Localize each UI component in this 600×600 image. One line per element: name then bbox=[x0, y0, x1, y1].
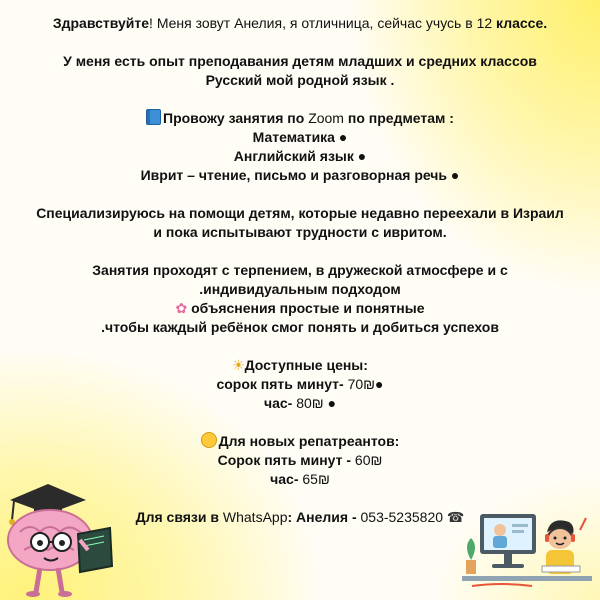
specialization-line-2: и пока испытывают трудности с ивритом. bbox=[153, 224, 447, 240]
subjects-heading: Провожу занятия по Zoom по предметам : bbox=[0, 109, 600, 128]
price-hour: час- 80₪ ● bbox=[263, 395, 337, 411]
subject-english: Английский язык ● bbox=[233, 148, 367, 164]
approach-line-4: .чтобы каждый ребёнок смог понять и добиться успехов bbox=[101, 319, 499, 335]
hugging-face-icon bbox=[201, 432, 217, 448]
telephone-icon: ☎ bbox=[446, 509, 465, 525]
online-learning-illustration bbox=[462, 500, 592, 595]
repatriates-heading: Для новых репатреантов: bbox=[0, 432, 600, 451]
greeting-line: Здравствуйте! Меня зовут Анелия, я отличница, сейчас учусь в 12 классе. bbox=[52, 15, 548, 31]
approach-line-1: Занятия проходят с терпением, в дружеской атмосфере и с bbox=[92, 262, 508, 278]
cherry-blossom-icon: ✿ bbox=[175, 300, 188, 316]
subject-hebrew: Иврит – чтение, письмо и разговорная речь ● bbox=[140, 167, 460, 183]
approach-line-2: .индивидуальным подходом bbox=[199, 281, 401, 297]
approach-line-3: ✿ объяснения простые и понятные bbox=[175, 300, 425, 316]
light-bulb-icon: ☀ bbox=[232, 357, 245, 373]
repatriates-price-hour: час- 65₪ bbox=[270, 471, 330, 487]
experience-line: У меня есть опыт преподавания детям младших и средних классов bbox=[63, 53, 537, 69]
price-45min: сорок пять минут- 70₪● bbox=[216, 376, 384, 392]
flyer-text bbox=[0, 14, 600, 527]
brain-graduate-illustration bbox=[0, 470, 135, 600]
native-language-line: Русский мой родной язык . bbox=[205, 72, 395, 88]
subject-math: Математика ● bbox=[252, 129, 348, 145]
specialization-line-1: Специализируюсь на помощи детям, которые недавно переехали в Израил bbox=[36, 205, 564, 221]
contact-line: Для связи в WhatsApp: Анелия - 053-5235820 ☎ bbox=[135, 509, 465, 525]
repatriates-price-45min: Сорок пять минут - 60₪ bbox=[217, 452, 383, 468]
blue-book-icon bbox=[146, 109, 161, 125]
prices-heading: ☀Доступные цены: bbox=[232, 357, 368, 373]
